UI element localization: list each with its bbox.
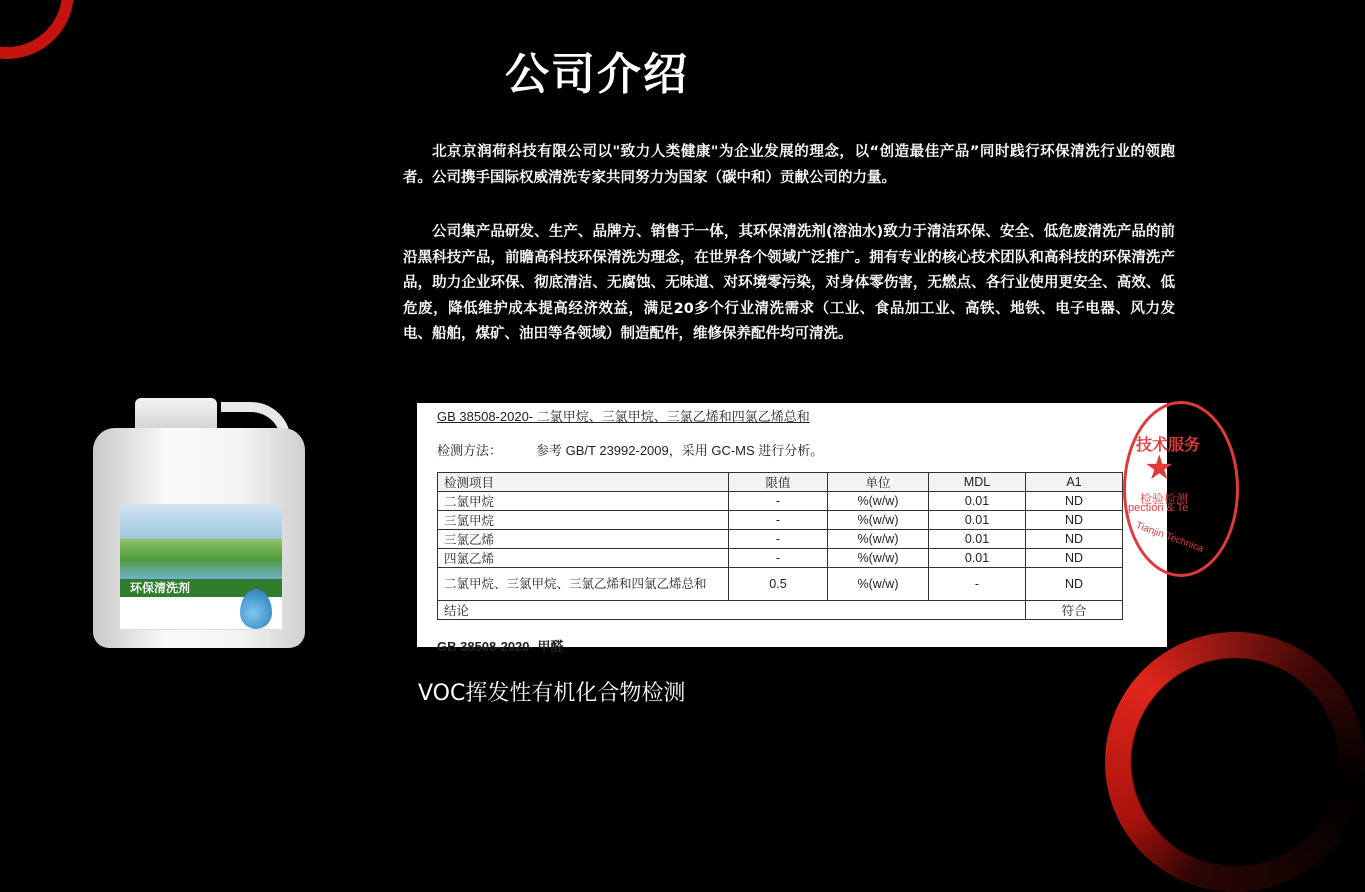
table-cell: 三氯乙烯 (438, 530, 729, 549)
table-header-cell: MDL (929, 473, 1026, 492)
intro-paragraph-1: 北京京润荷科技有限公司以"致力人类健康"为企业发展的理念，以“创造最佳产品”同时践行环保清洗行业的领跑者。公司携手国际权威清洗专家共同努力为国家（碳中和）贡献公司的力量。 (403, 144, 1175, 186)
conclusion-value: 符合 (1026, 601, 1123, 620)
table-row (438, 549, 1123, 568)
table-cell: ND (1026, 568, 1123, 601)
table-cell: - (929, 568, 1026, 601)
table-cell: %(w/w) (828, 549, 929, 568)
table-header-cell: A1 (1026, 473, 1123, 492)
table-cell: - (729, 492, 828, 511)
table-row (438, 530, 1123, 549)
star-icon: ★ (1144, 449, 1175, 487)
table-cell: 0.01 (929, 549, 1026, 568)
intro-paragraph-2: 公司集产品研发、生产、品牌方、销售于一体，其环保清洗剂(溶油水)致力于清洁环保、安全、低危废清洗产品的前沿黑科技产品，前瞻高科技环保清洗为理念，在世界各个领域广泛推广。拥有专业的核心技术团队和高科技的环保清洗产品，助力企业环保、彻底清洁、无腐蚀、无味道、对环境零污染，对身体零伤害，无燃点、各行业使用更安全、高效、低危废，降低维护成本提高经济效益，满足20多个行业清洗需求（工业、食品加工业、高铁、地铁、电子电器、风力发电、船舶，煤矿、油田等各领域）制造配件，维修保养配件均可清洗。 (403, 224, 1175, 342)
report-method (437, 440, 823, 459)
table-cell: 四氯乙烯 (438, 549, 729, 568)
table-cell: ND (1026, 492, 1123, 511)
table-cell: - (729, 511, 828, 530)
table-cell: ND (1026, 530, 1123, 549)
bottle-label (119, 504, 283, 630)
table-row (438, 492, 1123, 511)
table-cell: 0.5 (729, 568, 828, 601)
table-header-cell: 单位 (828, 473, 929, 492)
decorative-arc-bottom-right (1105, 632, 1365, 892)
inspection-stamp: 技术服务 ★ 检验检测 pection & Te Tianjin Technica (1123, 401, 1239, 577)
table-cell: %(w/w) (828, 530, 929, 549)
table-cell: %(w/w) (828, 492, 929, 511)
table-cell: 二氯甲烷、三氯甲烷、三氯乙烯和四氯乙烯总和 (438, 568, 729, 601)
conclusion-label: 结论 (438, 601, 1026, 620)
report-table (437, 472, 1123, 620)
report-next-title: GB 38508-2020- 甲醛 (437, 639, 564, 654)
table-cell: 0.01 (929, 530, 1026, 549)
page-title: 公司介绍 (505, 49, 689, 100)
report-caption: VOC挥发性有机化合物检测 (418, 681, 686, 706)
table-cell: ND (1026, 511, 1123, 530)
decorative-arc-top-left (0, 0, 85, 70)
table-cell: - (729, 549, 828, 568)
table-cell: %(w/w) (828, 511, 929, 530)
report-method-text: 参考 GB/T 23992-2009，采用 GC-MS 进行分析。 (536, 443, 824, 458)
table-cell: - (729, 530, 828, 549)
table-cell: 二氯甲烷 (438, 492, 729, 511)
table-row (438, 568, 1123, 601)
table-cell: 0.01 (929, 511, 1026, 530)
bottle-label-band: 环保清洗剂 (120, 579, 282, 597)
table-cell: 0.01 (929, 492, 1026, 511)
table-header-row (438, 473, 1123, 492)
table-cell: ND (1026, 549, 1123, 568)
product-bottle-image (93, 398, 305, 648)
bottle-body (93, 428, 305, 648)
report-standard-title: GB 38508-2020- 二氯甲烷、三氯甲烷、三氯乙烯和四氯乙烯总和 (437, 409, 810, 424)
table-header-cell: 检测项目 (438, 473, 729, 492)
water-drop-icon (240, 589, 272, 629)
table-cell: 三氯甲烷 (438, 511, 729, 530)
table-row (438, 511, 1123, 530)
table-header-cell: 限值 (729, 473, 828, 492)
table-conclusion-row (438, 601, 1123, 620)
test-report-image (417, 403, 1205, 654)
report-method-label: 检测方法： (437, 443, 503, 458)
table-cell: %(w/w) (828, 568, 929, 601)
